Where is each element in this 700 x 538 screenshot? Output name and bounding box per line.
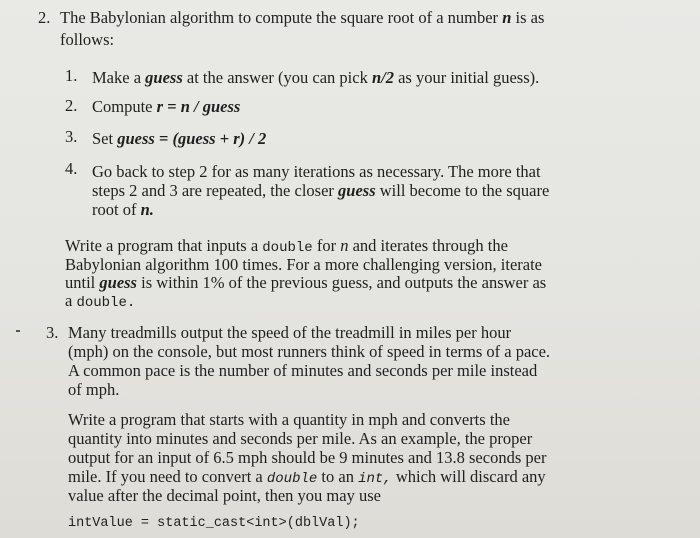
intro-var: n (502, 8, 512, 27)
step-4-line-1: Go back to step 2 for as many iterations as necessary. The more that (92, 162, 541, 181)
step-4-number: 4. (65, 159, 78, 178)
problem-2-intro-line-2: follows: (60, 30, 115, 49)
p3-para-l4c: which will discard any (395, 467, 546, 486)
p2-para-line-4 (65, 291, 135, 313)
p3-para-l4a: mile. If you need to convert a (68, 467, 263, 486)
p3-para-line-3: output for an input of 6.5 mph should be 9 minutes and 13.8 seconds per (68, 448, 547, 467)
p3-para-code-double: double (266, 471, 318, 487)
problem-3-line-2: (mph) on the console, but most runners think of speed in terms of a pace. (68, 342, 551, 361)
step-1-text (92, 68, 539, 87)
step-3-text (92, 129, 266, 148)
p2-para-l4a: a (65, 291, 73, 310)
p2-para-line-2: Babylonian algorithm 100 times. For a more challenging version, iterate (65, 255, 543, 274)
step-1-pre: Make a (92, 68, 142, 87)
step-3-number: 3. (65, 127, 78, 146)
step-3-expr: guess = (guess + r) / 2 (117, 129, 267, 148)
step-1-post2: as your initial guess). (398, 68, 540, 87)
p2-para-l1c: and iterates through the (352, 236, 508, 255)
p2-para-l3bold: guess (99, 273, 137, 292)
step-1-post: at the answer (you can pick (186, 68, 368, 87)
step-4-line-3-text: root of (92, 200, 137, 219)
p3-para-l4b: to an (321, 467, 354, 486)
problem-3-line-1: Many treadmills output the speed of the treadmill in miles per hour (68, 323, 512, 342)
step-2-text (92, 97, 240, 116)
problem-3-line-3: A common pace is the number of minutes and seconds per mile instead (68, 361, 538, 380)
p3-para-line-2: quantity into minutes and seconds per mile. As an example, the proper (68, 429, 533, 448)
p3-para-line-1: Write a program that starts with a quantity in mph and converts the (68, 410, 510, 429)
p2-para-l3a: until (65, 273, 96, 292)
margin-mark (16, 330, 20, 332)
p2-para-l1b: for (316, 236, 337, 255)
step-2-number: 2. (65, 96, 78, 115)
step-2-pre: Compute (92, 97, 153, 116)
problem-3-number: 3. (46, 323, 59, 342)
step-1-bold: guess (145, 68, 183, 87)
step-1-expr: n/2 (371, 68, 394, 87)
code-snippet: intValue = static_cast<int>(dblVal); (68, 516, 360, 531)
p2-para-l3b: is within 1% of the previous guess, and outputs the answer as (141, 273, 547, 292)
step-2-expr: r = n / guess (156, 97, 241, 116)
step-3-pre: Set (92, 129, 114, 148)
p3-para-line-5: value after the decimal point, then you may use (68, 486, 381, 505)
p2-para-line-3 (65, 273, 546, 292)
p2-para-l1a: Write a program that inputs a (65, 236, 259, 255)
step-4-line-2-bold: guess (338, 181, 376, 200)
step-4-line-2-text: steps 2 and 3 are repeated, the closer (92, 181, 334, 200)
step-1-number: 1. (65, 66, 78, 85)
problem-3-line-4: of mph. (68, 380, 120, 399)
p2-para-code-double-2: double. (76, 295, 136, 311)
step-4-line-2 (92, 181, 549, 200)
p3-para-code-int: int, (358, 471, 392, 487)
problem-2-intro-line-1 (60, 8, 544, 27)
problem-2-number: 2. (38, 8, 51, 27)
intro-text: The Babylonian algorithm to compute the square root of a number (60, 8, 499, 27)
intro-end: is as (515, 8, 545, 27)
step-4-line-3 (92, 200, 154, 219)
p2-para-var-n: n (340, 236, 349, 255)
p2-para-code-double: double (262, 240, 313, 256)
step-4-line-2-end: will become to the square (379, 181, 550, 200)
step-4-line-3-var: n. (140, 200, 154, 219)
